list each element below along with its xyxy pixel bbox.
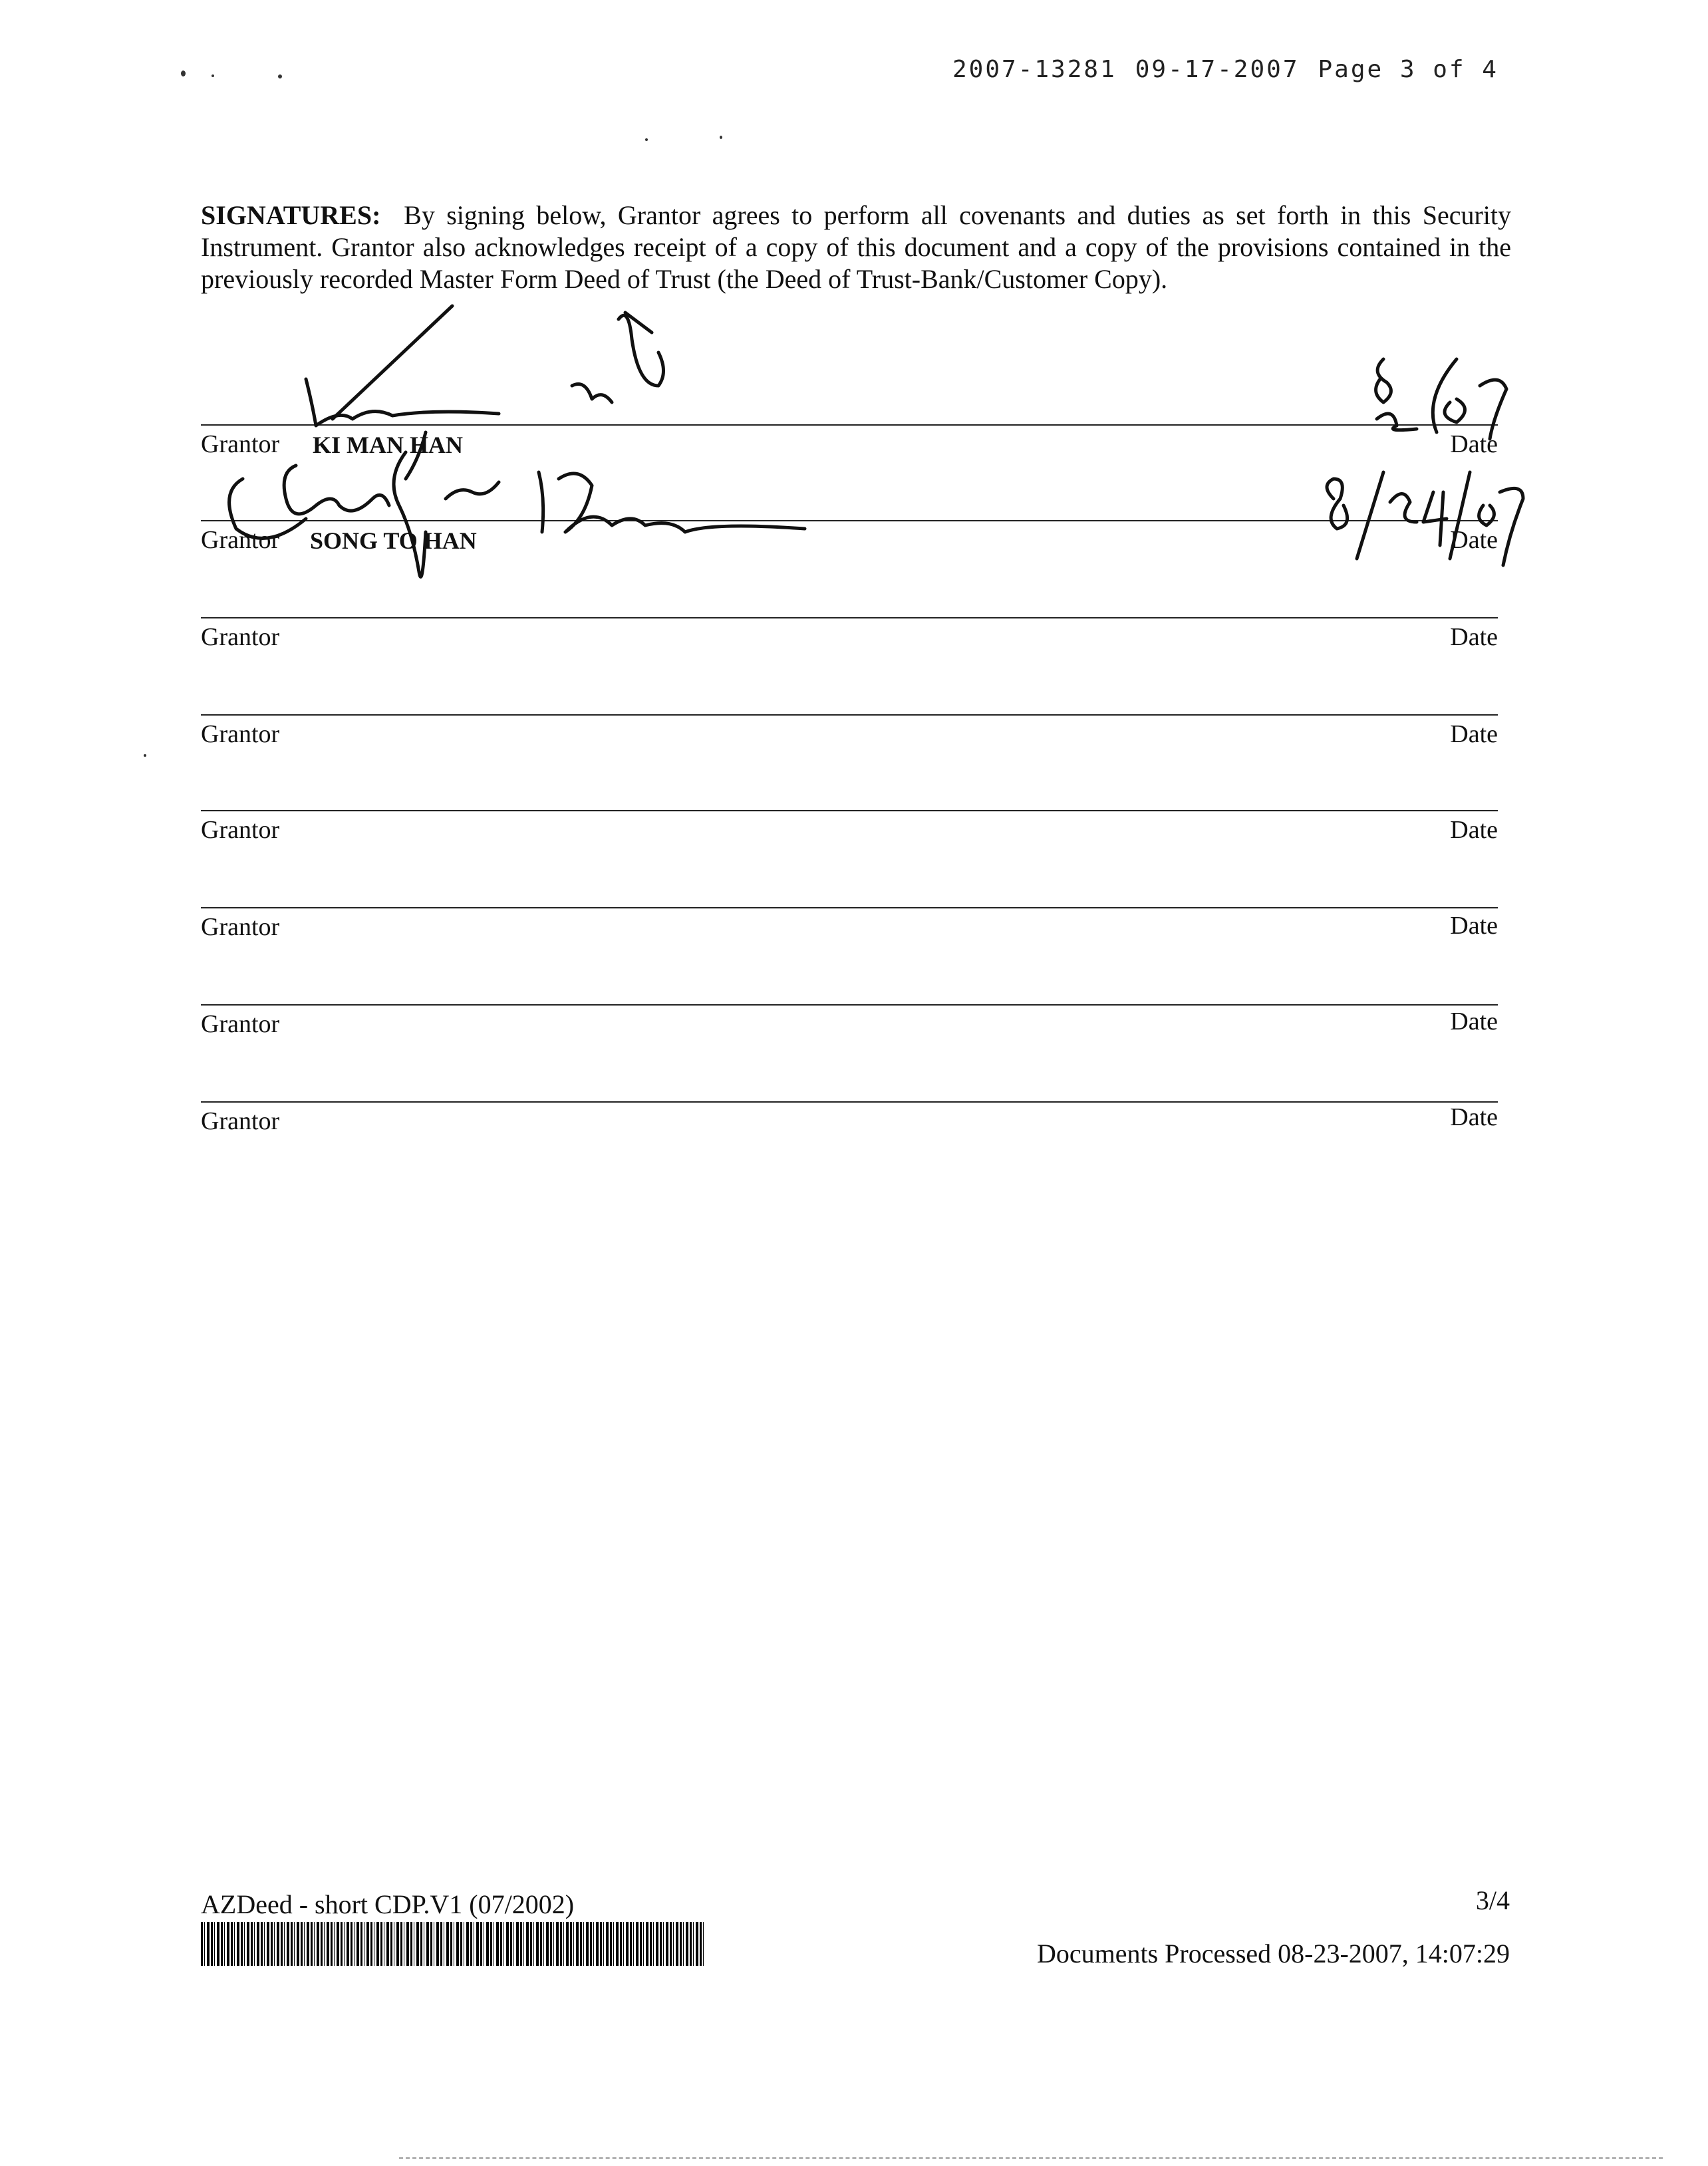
scan-speck <box>181 70 186 76</box>
grantor-label: Grantor <box>201 1010 280 1038</box>
date-label: Date <box>1450 912 1498 940</box>
grantor-label: Grantor <box>201 430 280 458</box>
grantor-label: Grantor <box>201 816 280 844</box>
page-fraction: 3/4 <box>1475 1885 1510 1915</box>
grantor-label: Grantor <box>201 1107 280 1135</box>
signature-line <box>201 1004 1498 1006</box>
signature-line <box>201 810 1498 811</box>
scan-speck <box>278 74 282 78</box>
scan-speck <box>144 754 146 757</box>
signature-song-to-han <box>206 419 805 605</box>
handwritten-date-2 <box>1317 466 1530 572</box>
date-label: Date <box>1450 720 1498 748</box>
grantor-label: Grantor <box>201 720 280 748</box>
recording-date: 09-17-2007 <box>1135 56 1300 83</box>
processed-timestamp: Documents Processed 08-23-2007, 14:07:29 <box>1036 1939 1510 1968</box>
grantor-label: Grantor <box>201 623 280 651</box>
signatures-paragraph <box>201 200 1511 295</box>
page-indicator: Page 3 of 4 <box>1318 56 1498 83</box>
date-label: Date <box>1450 816 1498 844</box>
handwritten-date-1 <box>1357 346 1523 446</box>
signature-line <box>201 617 1498 618</box>
recording-reference <box>952 56 1498 83</box>
signature-line <box>201 714 1498 716</box>
grantor-label: Grantor <box>201 526 280 554</box>
date-label: Date <box>1450 1103 1498 1131</box>
grantor-name: SONG TO HAN <box>310 527 477 554</box>
barcode <box>201 1922 704 1966</box>
scan-speck <box>212 74 214 77</box>
scan-speck <box>645 138 648 141</box>
date-label: Date <box>1450 623 1498 651</box>
form-identifier: AZDeed - short CDP.V1 (07/2002) <box>201 1889 575 1919</box>
signature-line <box>201 1101 1498 1103</box>
signatures-body: By signing below, Grantor agrees to perform all covenants and duties as set forth in this Security Instrument. Grantor also acknowledges receipt of a copy of this document and a copy of the provisions contained in the previously recorded Master Form Deed of Trust (the Deed of Trust-Bank/Customer Copy). <box>201 200 1512 294</box>
signature-line <box>201 907 1498 908</box>
grantor-name: KI MAN HAN <box>313 432 463 458</box>
signatures-heading: SIGNATURES: <box>201 200 381 230</box>
page-edge-mark <box>399 2157 1663 2159</box>
date-label: Date <box>1450 526 1498 554</box>
grantor-label: Grantor <box>201 913 280 941</box>
document-number: 2007-13281 <box>952 56 1117 83</box>
scan-speck <box>720 136 722 139</box>
date-label: Date <box>1450 1008 1498 1035</box>
date-label: Date <box>1450 430 1498 458</box>
